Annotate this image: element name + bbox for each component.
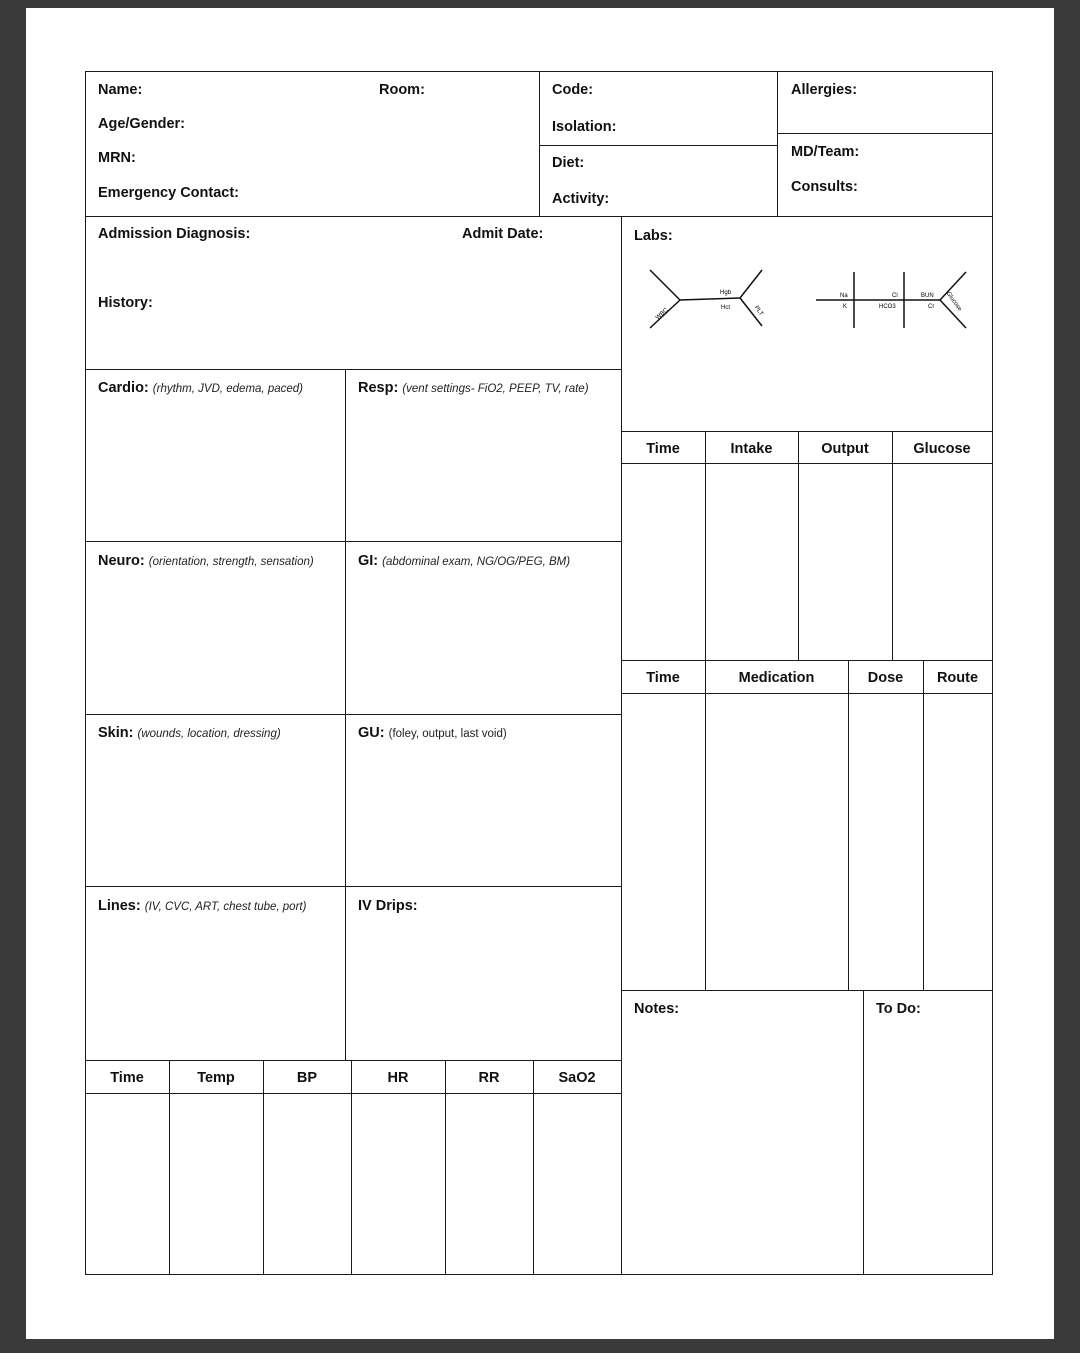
bmp-hco3-text: HCO3 bbox=[879, 304, 896, 310]
diet-label: Diet: bbox=[552, 155, 585, 171]
med-header-medication: Medication bbox=[738, 670, 815, 686]
vitals-header-hr: HR bbox=[387, 1070, 409, 1086]
resp-label: Resp: bbox=[358, 380, 399, 396]
lines-label: Lines: bbox=[98, 898, 141, 914]
history-label: History: bbox=[98, 295, 153, 311]
cardio-label: Cardio: bbox=[98, 380, 149, 396]
bmp-cl-text: Cl bbox=[892, 293, 898, 299]
bmp-bun-text: BUN bbox=[921, 293, 934, 299]
lines-hint: (IV, CVC, ART, chest tube, port) bbox=[144, 901, 307, 913]
todo-label: To Do: bbox=[876, 1001, 921, 1017]
room-label: Room: bbox=[379, 82, 425, 98]
skin-hint: (wounds, location, dressing) bbox=[137, 728, 281, 740]
admission-diagnosis-label: Admission Diagnosis: bbox=[98, 226, 251, 242]
consults-label: Consults: bbox=[791, 179, 858, 195]
activity-label: Activity: bbox=[552, 191, 610, 207]
neuro-section bbox=[98, 554, 314, 569]
bmp-glucose-text: Glucose bbox=[944, 290, 963, 313]
cbc-fishbone bbox=[650, 270, 762, 328]
gi-hint: (abdominal exam, NG/OG/PEG, BM) bbox=[382, 556, 571, 568]
gu-label: GU: bbox=[358, 725, 385, 741]
med-header-dose: Dose bbox=[867, 670, 904, 686]
cbc-hgb-text: Hgb bbox=[720, 290, 732, 296]
cbc-wbc-text: WBC bbox=[654, 307, 670, 322]
name-label: Name: bbox=[98, 82, 143, 98]
notes-label: Notes: bbox=[634, 1001, 680, 1017]
neuro-hint: (orientation, strength, sensation) bbox=[148, 556, 314, 568]
cbc-hct-text: Hct bbox=[721, 305, 730, 311]
io-header-glucose: Glucose bbox=[913, 441, 971, 457]
lab-fishbone-diagrams bbox=[640, 262, 980, 342]
med-header-time: Time bbox=[646, 670, 680, 686]
mrn-label: MRN: bbox=[98, 150, 136, 166]
bmp-fishbone bbox=[816, 272, 966, 328]
lines-section bbox=[98, 899, 306, 914]
resp-section bbox=[358, 381, 589, 396]
iv-drips-label: IV Drips: bbox=[358, 898, 418, 914]
emergency-contact-label: Emergency Contact: bbox=[98, 185, 240, 201]
io-header-intake: Intake bbox=[730, 441, 773, 457]
bmp-na-text: Na bbox=[840, 293, 848, 299]
vitals-header-rr: RR bbox=[478, 1070, 500, 1086]
gu-section bbox=[358, 726, 507, 741]
labs-label: Labs: bbox=[634, 228, 673, 244]
vitals-header-bp: BP bbox=[296, 1070, 318, 1086]
age-gender-label: Age/Gender: bbox=[98, 116, 186, 132]
admit-date-label: Admit Date: bbox=[462, 226, 544, 242]
isolation-label: Isolation: bbox=[552, 119, 617, 135]
vitals-header-temp: Temp bbox=[197, 1070, 235, 1086]
resp-hint: (vent settings- FiO2, PEEP, TV, rate) bbox=[402, 383, 589, 395]
neuro-label: Neuro: bbox=[98, 553, 145, 569]
gi-label: GI: bbox=[358, 553, 379, 569]
md-team-label: MD/Team: bbox=[791, 144, 860, 160]
cardio-section bbox=[98, 381, 303, 396]
vitals-header-sao2: SaO2 bbox=[558, 1070, 596, 1086]
gi-section bbox=[358, 554, 570, 569]
skin-label: Skin: bbox=[98, 725, 134, 741]
bmp-cr-text: Cr bbox=[928, 304, 935, 310]
vitals-header-time: Time bbox=[110, 1070, 144, 1086]
io-header-output: Output bbox=[821, 441, 869, 457]
skin-section bbox=[98, 726, 281, 741]
cardio-hint: (rhythm, JVD, edema, paced) bbox=[152, 383, 303, 395]
bmp-k-text: K bbox=[843, 304, 848, 310]
med-header-route: Route bbox=[936, 670, 979, 686]
allergies-label: Allergies: bbox=[791, 82, 858, 98]
cbc-plt-text: PLT bbox=[752, 304, 764, 318]
code-label: Code: bbox=[552, 82, 594, 98]
io-header-time: Time bbox=[646, 441, 680, 457]
gu-hint: (foley, output, last void) bbox=[388, 728, 507, 740]
